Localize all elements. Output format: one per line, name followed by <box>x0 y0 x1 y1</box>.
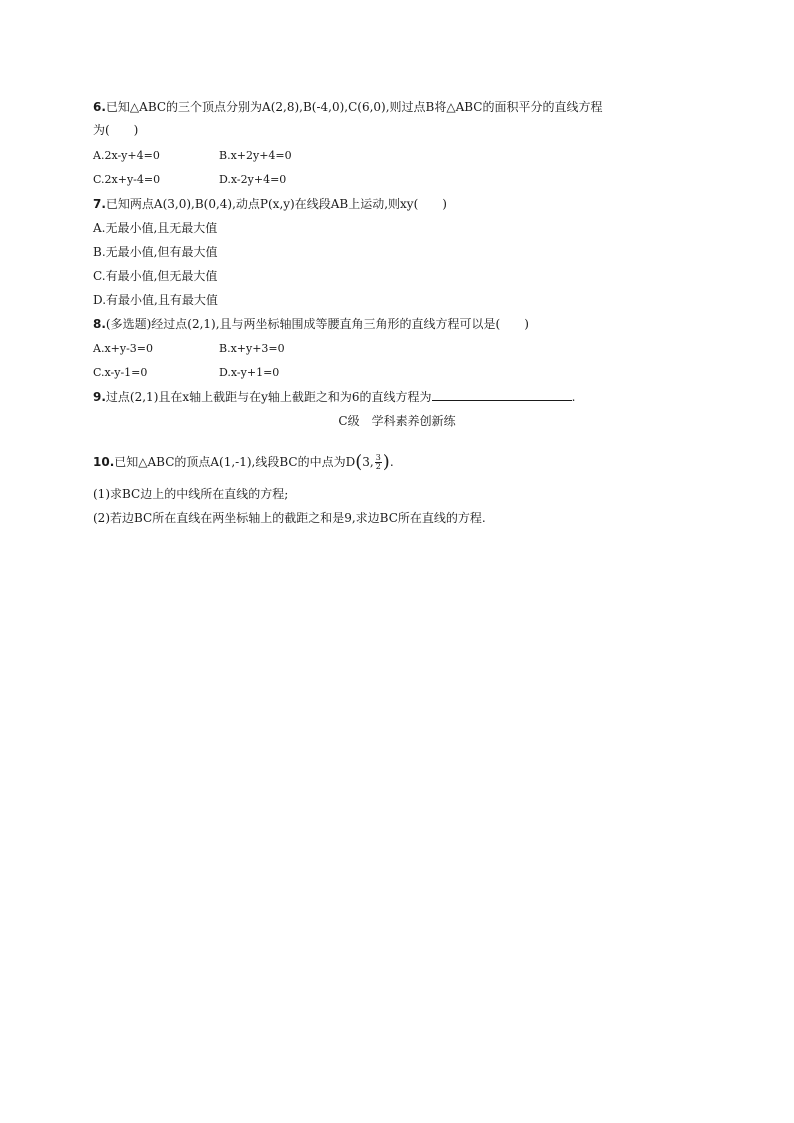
question-9 <box>93 388 575 406</box>
option-a: A.x+y-3=0 <box>93 342 154 355</box>
question-number: 6. <box>93 100 106 114</box>
option-d: D.x-y+1=0 <box>219 366 280 379</box>
question-text: 已知△ABC的顶点A(1,-1),线段BC的中点为D <box>114 455 356 469</box>
question-number: 10. <box>93 455 115 469</box>
option-c: C.2x+y-4=0 <box>93 173 161 186</box>
question-text: (多选题)经过点(2,1),且与两坐标轴围成等腰直角三角形的直线方程可以是( ) <box>105 317 529 331</box>
option-c: C.有最小值,但无最大值 <box>93 269 218 283</box>
question-10 <box>93 453 394 472</box>
question-number: 7. <box>93 197 106 211</box>
option-b: B.x+y+3=0 <box>219 342 285 355</box>
sub-question-1: (1)求BC边上的中线所在直线的方程; <box>93 487 289 501</box>
answer-blank[interactable] <box>432 388 572 401</box>
section-heading: C级 学科素养创新练 <box>338 414 456 428</box>
question-end: . <box>389 455 394 469</box>
question-number: 9. <box>93 390 106 404</box>
option-d: D.x-2y+4=0 <box>219 173 287 186</box>
option-a: A.无最小值,且无最大值 <box>93 221 218 235</box>
option-b: B.x+2y+4=0 <box>219 149 292 162</box>
option-d: D.有最小值,且有最大值 <box>93 293 218 307</box>
right-paren: ) <box>382 451 390 473</box>
question-7 <box>93 195 447 213</box>
question-8 <box>93 315 529 333</box>
question-6 <box>93 98 602 116</box>
question-text: 已知两点A(3,0),B(0,4),动点P(x,y)在线段AB上运动,则xy( ) <box>105 197 447 211</box>
fraction-denominator: 2 <box>375 462 381 471</box>
question-text: 为( ) <box>93 123 139 137</box>
point-x: 3, <box>362 455 374 469</box>
question-text: 已知△ABC的三个顶点分别为A(2,8),B(-4,0),C(6,0),则过点B将△ABC的面积平分的直线方程 <box>105 100 603 114</box>
fraction <box>375 454 382 471</box>
question-text: 过点(2,1)且在x轴上截距与在y轴上截距之和为6的直线方程为 <box>105 390 432 404</box>
question-number: 8. <box>93 317 106 331</box>
sub-question-2: (2)若边BC所在直线在两坐标轴上的截距之和是9,求边BC所在直线的方程. <box>93 511 486 525</box>
option-a: A.2x-y+4=0 <box>93 149 160 162</box>
option-b: B.无最小值,但有最大值 <box>93 245 218 259</box>
option-c: C.x-y-1=0 <box>93 366 148 379</box>
fraction-numerator: 3 <box>375 453 381 462</box>
question-end: . <box>571 390 576 404</box>
left-paren: ( <box>355 451 363 473</box>
question-6-continuation <box>93 121 138 139</box>
